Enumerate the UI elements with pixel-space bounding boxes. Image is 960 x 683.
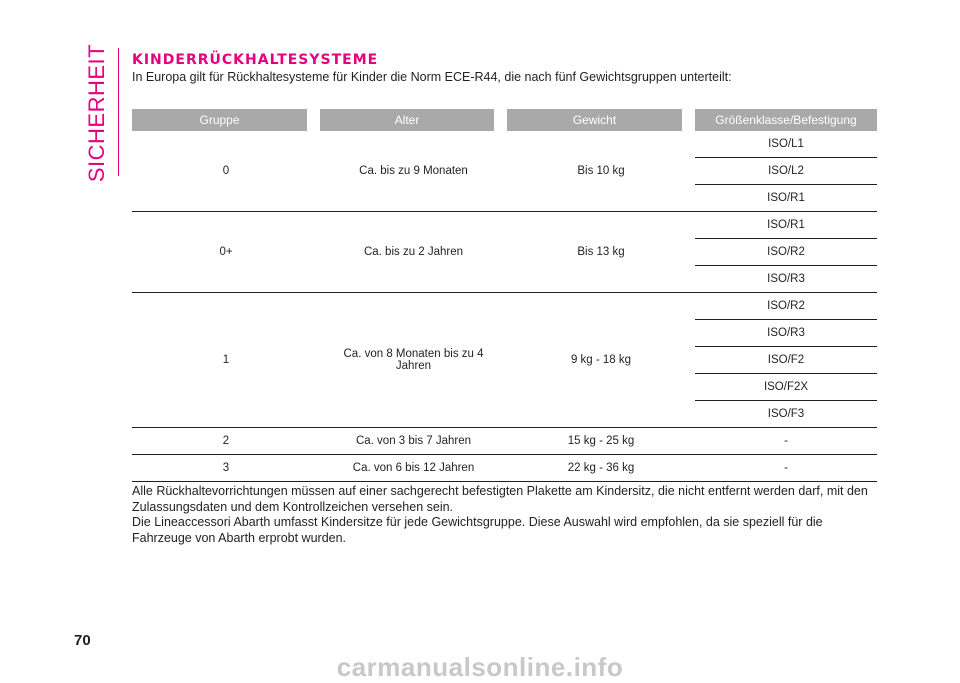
section-side-label: SICHERHEIT <box>84 43 109 183</box>
cell-size: - <box>784 462 788 474</box>
table-row <box>132 428 877 455</box>
size-class: ISO/R1 <box>767 219 805 231</box>
table-header <box>132 109 877 131</box>
cell-sizes <box>695 212 877 292</box>
body-text <box>132 484 877 546</box>
size-class: ISO/R2 <box>695 238 877 265</box>
size-class: ISO/F3 <box>695 400 877 427</box>
cell-alter: Ca. bis zu 9 Monaten <box>359 165 468 177</box>
cell-sizes <box>695 293 877 427</box>
intro-text: In Europa gilt für Rückhaltesysteme für Kinder die Norm ECE-R44, die nach fünf Gewichtsgruppen unterteilt: <box>132 70 732 84</box>
cell-gruppe: 1 <box>222 354 230 366</box>
table-row <box>132 293 877 428</box>
cell-gruppe: 2 <box>222 435 230 447</box>
paragraph: Die Lineaccessori Abarth umfasst Kindersitze für jede Gewichtsgruppe. Diese Auswahl wird empfohlen, da sie speziell für die Fahrzeuge von Abarth erprobt wurden. <box>132 515 823 545</box>
cell-alter: Ca. bis zu 2 Jahren <box>363 246 464 258</box>
watermark: carmanualsonline.info <box>336 652 624 682</box>
cell-gruppe: 3 <box>222 462 230 474</box>
size-class: ISO/L2 <box>695 157 877 184</box>
table-row <box>132 212 877 293</box>
cell-sizes <box>695 131 877 211</box>
cell-size: - <box>784 435 788 447</box>
cell-gruppe: 0+ <box>219 246 233 258</box>
table-row <box>132 455 877 482</box>
size-class: ISO/R2 <box>767 300 805 312</box>
size-class: ISO/F2X <box>695 373 877 400</box>
header-gruppe: Gruppe <box>132 109 307 131</box>
cell-alter: Ca. von 8 Monaten bis zu 4 Jahren <box>343 348 484 372</box>
child-seat-table <box>132 109 877 482</box>
cell-gewicht: 9 kg - 18 kg <box>570 354 632 366</box>
cell-gewicht: Bis 10 kg <box>577 165 625 177</box>
side-divider <box>118 48 119 176</box>
size-class: ISO/R3 <box>695 319 877 346</box>
size-class: ISO/R1 <box>695 184 877 211</box>
size-class: ISO/R3 <box>695 265 877 292</box>
cell-gewicht: Bis 13 kg <box>577 246 625 258</box>
cell-gruppe: 0 <box>222 165 230 177</box>
size-class: ISO/L1 <box>768 138 804 150</box>
header-groessenklasse: Größenklasse/Befestigung <box>695 109 877 131</box>
cell-alter: Ca. von 3 bis 7 Jahren <box>355 435 472 447</box>
paragraph: Alle Rückhaltevorrichtungen müssen auf einer sachgerecht befestigten Plakette am Kindersitz, die nicht entfernt werden darf, mit den Zulassungsdaten und dem Kontrollzeichen versehen sein. <box>132 484 868 514</box>
page-number: 70 <box>74 632 91 649</box>
table-row <box>132 131 877 212</box>
cell-gewicht: 22 kg - 36 kg <box>567 462 635 474</box>
size-class: ISO/F2 <box>695 346 877 373</box>
cell-gewicht: 15 kg - 25 kg <box>567 435 635 447</box>
header-gewicht: Gewicht <box>507 109 682 131</box>
header-alter: Alter <box>320 109 494 131</box>
page-title: KINDERRÜCKHALTESYSTEME <box>132 52 379 68</box>
cell-alter: Ca. von 6 bis 12 Jahren <box>352 462 475 474</box>
